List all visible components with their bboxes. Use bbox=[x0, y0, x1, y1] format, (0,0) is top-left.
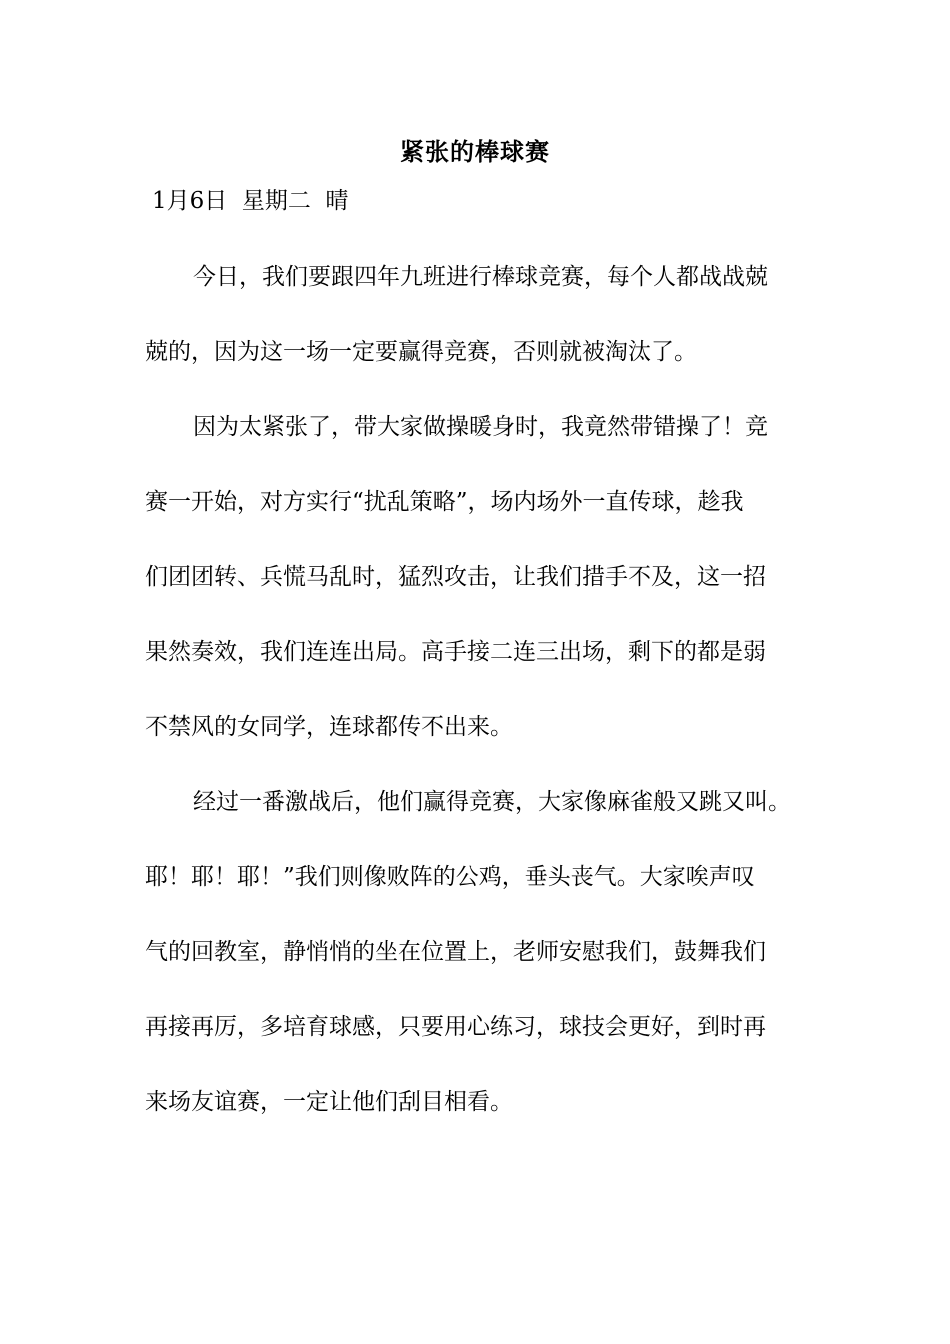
paragraph-2-line-2: 赛一开始，对方实行“扰乱策略”，场内场外一直传球，趁我 bbox=[145, 489, 744, 515]
document-title: 紧张的棒球赛 bbox=[400, 137, 550, 166]
diary-dateline: 1月6日 星期二 晴 bbox=[152, 188, 349, 214]
paragraph-3-line-5: 来场友谊赛，一定让他们刮目相看。 bbox=[145, 1089, 513, 1115]
paragraph-3-line-2: 耶！耶！耶！”我们则像败阵的公鸡，垂头丧气。大家唉声叹 bbox=[145, 864, 755, 890]
paragraph-2-line-4: 果然奏效，我们连连出局。高手接二连三出场，剩下的都是弱 bbox=[145, 639, 766, 665]
paragraph-1-line-1: 今日，我们要跟四年九班进行棒球竞赛，每个人都战战兢 bbox=[193, 264, 768, 290]
paragraph-3-line-4: 再接再厉，多培育球感，只要用心练习，球技会更好，到时再 bbox=[145, 1014, 766, 1040]
paragraph-2-line-1: 因为太紧张了，带大家做操暖身时，我竟然带错操了！竞 bbox=[193, 414, 768, 440]
paragraph-2-line-5: 不禁风的女同学，连球都传不出来。 bbox=[145, 714, 513, 740]
paragraph-3-line-1: 经过一番激战后，他们赢得竞赛，大家像麻雀般又跳又叫。 bbox=[193, 789, 791, 815]
paragraph-1-line-2: 兢的，因为这一场一定要赢得竞赛，否则就被淘汰了。 bbox=[145, 339, 697, 365]
paragraph-2-line-3: 们团团转、兵慌马乱时，猛烈攻击，让我们措手不及，这一招 bbox=[145, 564, 766, 590]
paragraph-3-line-3: 气的回教室，静悄悄的坐在位置上，老师安慰我们，鼓舞我们 bbox=[145, 939, 766, 965]
